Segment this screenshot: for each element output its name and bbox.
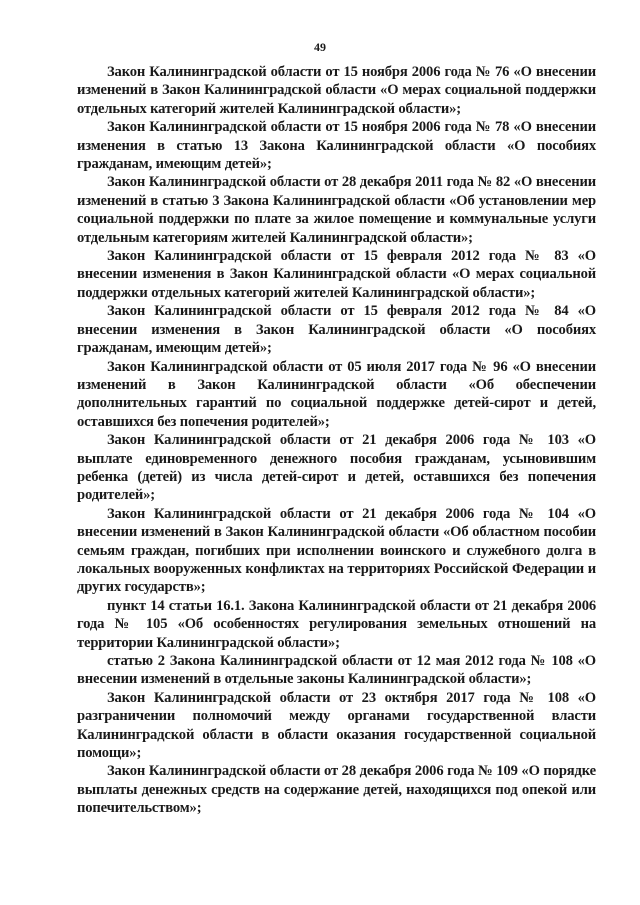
law-paragraph-3: Закон Калининградской области от 28 декабря 2011 года № 82 «О внесении изменений в статью 3 Закона Калининградской области «Об установлении мер социальной поддержки по плате за жилое помещение и коммунальные услуги отдельным категориям жителей Калининградской области»;: [77, 174, 596, 246]
law-paragraph-1: Закон Калининградской области от 15 ноября 2006 года № 76 «О внесении изменений в Закон Калининградской области «О мерах социальной поддержки отдельных категорий жителей Калининградской области»;: [77, 64, 596, 117]
law-paragraph-12: Закон Калининградской области от 28 декабря 2006 года № 109 «О порядке выплаты денежных средств на содержание детей, находящихся под опекой или попечительством»;: [77, 763, 596, 817]
law-paragraph-4: Закон Калининградской области от 15 февраля 2012 года № 83 «О внесении изменения в Закон Калининградской области «О мерах социальной поддержки отдельных категорий жителей Калининградской области»;: [77, 248, 596, 301]
law-list: [77, 63, 596, 818]
law-paragraph-5: Закон Калининградской области от 15 февраля 2012 года № 84 «О внесении изменения в Закон Калининградской области «О пособиях гражданам, имеющим детей»;: [77, 303, 596, 357]
law-paragraph-9: пункт 14 статьи 16.1. Закона Калининградской области от 21 декабря 2006 года № 105 «Об особенностях регулирования земельных отношений на территории Калининградской области»;: [77, 597, 596, 651]
page-number: 49: [314, 40, 326, 54]
law-paragraph-7: Закон Калининградской области от 21 декабря 2006 года № 103 «О выплате единовременного денежного пособия гражданам, усыновившим ребенка (детей) из числа детей-сирот и детей, оставшихся без попечения родителей»;: [77, 432, 596, 504]
law-paragraph-10: статью 2 Закона Калининградской области от 12 мая 2012 года № 108 «О внесении изменений в отдельные законы Калининградской области»;: [77, 653, 596, 688]
law-paragraph-2: Закон Калининградской области от 15 ноября 2006 года № 78 «О внесении изменения в статью 13 Закона Калининградской области «О пособиях гражданам, имеющим детей»;: [77, 119, 596, 173]
law-paragraph-8: Закон Калининградской области от 21 декабря 2006 года № 104 «О внесении изменений в Закон Калининградской области «Об областном пособии семьям граждан, погибших при исполнении воинского и служебного долга в локальных вооруженных конфликтах на территориях Российской Федерации и других государств»;: [77, 505, 596, 596]
law-paragraph-6: Закон Калининградской области от 05 июля 2017 года № 96 «О внесении изменений в Закон Калининградской области «Об обеспечении дополнительных гарантий по социальной поддержке детей-сирот и детей, оставшихся без попечения родителей»;: [77, 358, 596, 430]
law-paragraph-11: Закон Калининградской области от 23 октября 2017 года № 108 «О разграничении полномочий между органами государственной власти Калининградской области в области оказания государственной социальной помощи»;: [77, 689, 596, 762]
